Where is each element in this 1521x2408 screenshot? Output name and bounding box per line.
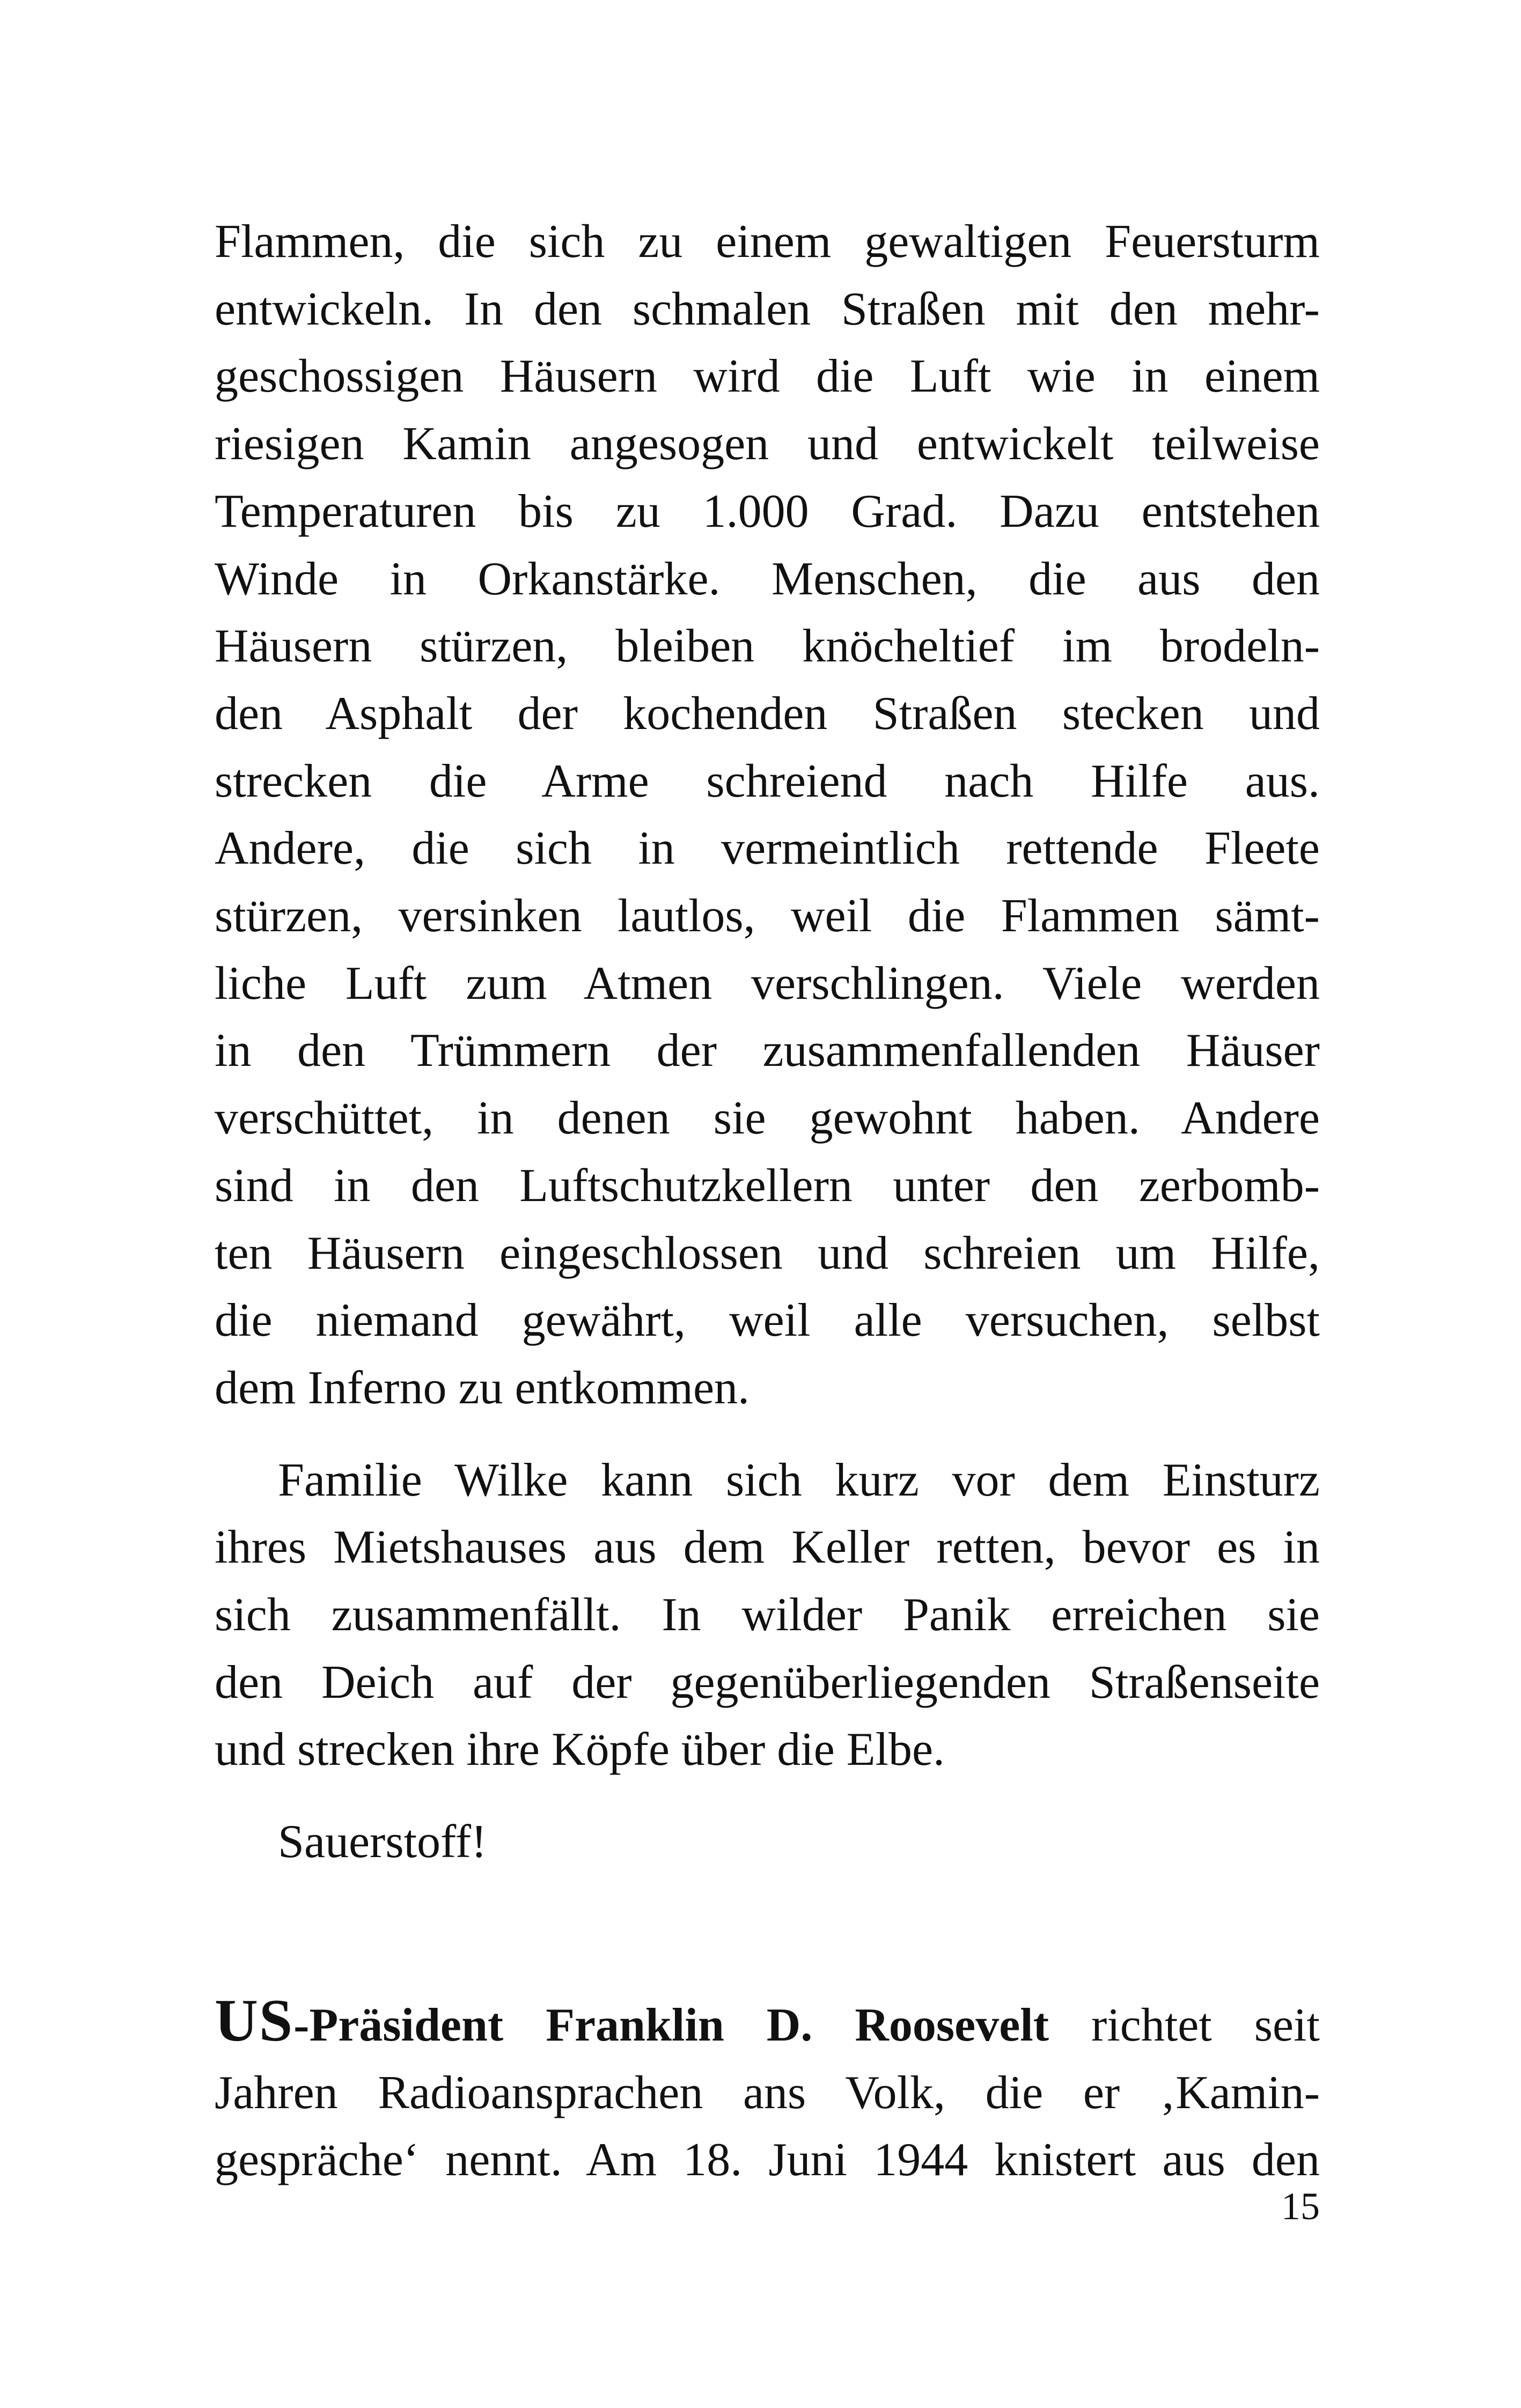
text-line: gespräche‘ nennt. Am 18. Juni 1944 knistert aus den — [215, 2134, 1320, 2186]
text-line: die niemand gewährt, weil alle versuchen, selbst — [215, 1294, 1320, 1347]
text-line: Familie Wilke kann sich kurz vor dem Einsturz — [278, 1454, 1320, 1506]
dropcap: US — [215, 1987, 294, 2054]
text-line: Jahren Radioansprachen ans Volk, die er ‚Kamin- — [215, 2066, 1320, 2119]
text-line: geschossigen Häusern wird die Luft wie in einem — [215, 350, 1320, 403]
text-line: und strecken ihre Köpfe über die Elbe. — [215, 1724, 945, 1776]
text-line: dem Inferno zu entkommen. — [215, 1361, 750, 1414]
text-line: den Deich auf der gegenüberliegenden Straßenseite — [215, 1656, 1320, 1709]
text-line: Sauerstoff! — [278, 1816, 487, 1868]
text-line: sich zusammenfällt. In wilder Panik erreichen sie — [215, 1589, 1320, 1641]
text-line: riesigen Kamin angesogen und entwickelt teilweise — [215, 418, 1320, 470]
text-line: Häusern stürzen, bleiben knöcheltief im brodeln- — [215, 620, 1320, 673]
paragraph-family-wilke — [215, 1447, 1320, 1784]
main-text — [215, 208, 1320, 2194]
bold-lead: -Präsident Franklin D. Roosevelt — [293, 1999, 1049, 2051]
text-line: liche Luft zum Atmen verschlingen. Viele werden — [215, 957, 1320, 1010]
text-line: strecken die Arme schreiend nach Hilfe aus. — [215, 755, 1320, 807]
text-line: ten Häusern eingeschlossen und schreien um Hilfe, — [215, 1227, 1320, 1279]
text-line: entwickeln. In den schmalen Straßen mit den mehr- — [215, 283, 1320, 335]
text-line: ihres Mietshauses aus dem Keller retten, bevor es in — [215, 1521, 1320, 1574]
first-line-rest: richtet seit — [1049, 1999, 1320, 2051]
text-line: Winde in Orkanstärke. Menschen, die aus den — [215, 553, 1320, 605]
page-body — [215, 208, 1320, 2219]
paragraph-sauerstoff — [215, 1808, 1320, 1876]
text-line: in den Trümmern der zusammenfallenden Häuser — [215, 1025, 1320, 1077]
text-line: Temperaturen bis zu 1.000 Grad. Dazu entstehen — [215, 485, 1320, 537]
page-number: 15 — [1281, 2185, 1320, 2228]
text-line: verschüttet, in denen sie gewohnt haben. Andere — [215, 1092, 1320, 1145]
text-line: sind in den Luftschutzkellern unter den zerbomb- — [215, 1159, 1320, 1212]
paragraph-firestorm — [215, 208, 1320, 1422]
section-roosevelt — [215, 1987, 1320, 2194]
text-line: den Asphalt der kochenden Straßen stecken und — [215, 687, 1320, 740]
text-line: stürzen, versinken lautlos, weil die Flammen sämt- — [215, 890, 1320, 942]
section-first-line — [215, 1987, 1320, 2059]
text-line: Andere, die sich in vermeintlich rettende Fleete — [215, 822, 1320, 875]
text-line: Flammen, die sich zu einem gewaltigen Feuersturm — [215, 216, 1320, 268]
